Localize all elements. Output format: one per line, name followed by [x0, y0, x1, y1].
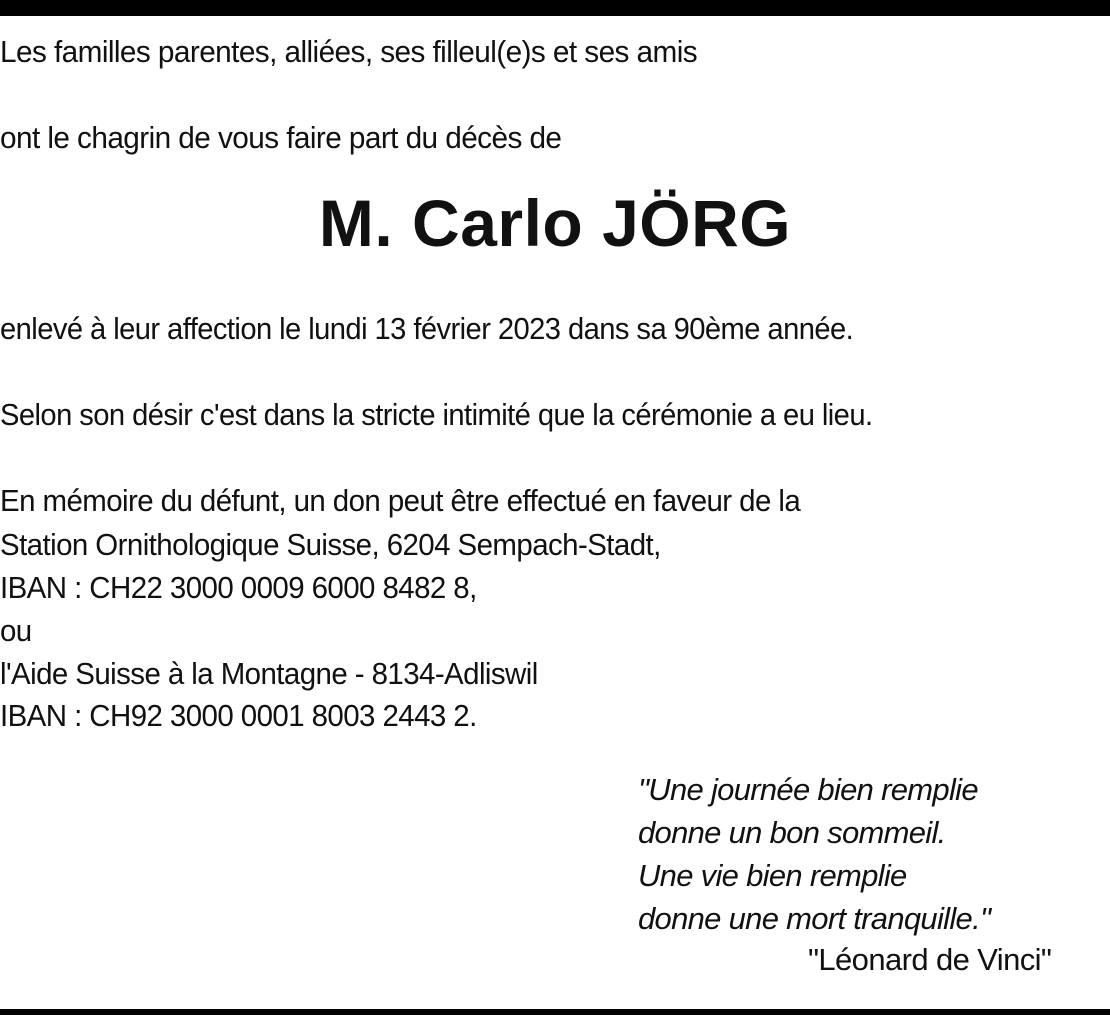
donation-or: ou — [0, 613, 32, 648]
quote-line-3: Une vie bien remplie — [638, 858, 907, 893]
donation-iban-1: IBAN : CH22 3000 0009 6000 8482 8, — [0, 570, 477, 605]
quote-attribution: "Léonard de Vinci" — [808, 942, 1052, 977]
donation-line-5: l'Aide Suisse à la Montagne - 8134-Adliswil — [0, 656, 538, 691]
quote-block — [638, 768, 990, 940]
quote-line-1: "Une journée bien remplie — [638, 772, 978, 807]
intro-line-1: Les familles parentes, alliées, ses filleul(e)s et ses amis — [0, 34, 698, 69]
bottom-rule — [0, 1009, 1110, 1015]
quote-line-4: donne une mort tranquille." — [638, 901, 991, 936]
intro-line-2: ont le chagrin de vous faire part du décès de — [0, 120, 562, 155]
quote-line-2: donne un bon sommeil. — [638, 815, 946, 850]
deceased-name: M. Carlo JÖRG — [318, 186, 792, 260]
death-announcement: enlevé à leur affection le lundi 13 février 2023 dans sa 90ème année. — [0, 311, 854, 346]
donation-line-2: Station Ornithologique Suisse, 6204 Sempach-Stadt, — [0, 527, 661, 562]
donation-line-1: En mémoire du défunt, un don peut être effectué en faveur de la — [0, 483, 801, 518]
donation-iban-2: IBAN : CH92 3000 0001 8003 2443 2. — [0, 698, 477, 733]
ceremony-notice: Selon son désir c'est dans la stricte intimité que la cérémonie a eu lieu. — [0, 397, 873, 432]
